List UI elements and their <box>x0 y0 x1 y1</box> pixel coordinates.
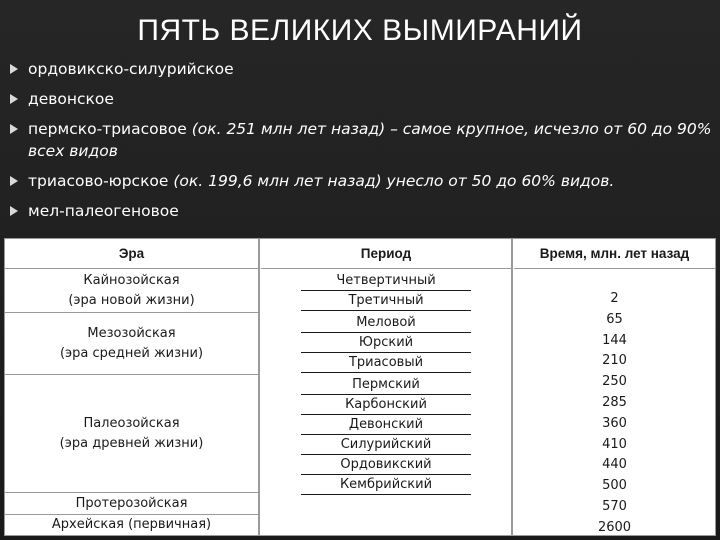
time-value: 210 <box>602 353 627 369</box>
era-cell <box>5 313 258 375</box>
period-cell: Ордовикский <box>261 455 511 475</box>
period-cell: Третичный <box>261 291 511 311</box>
extinction-list <box>6 58 714 230</box>
era-name: Протерозойская <box>75 495 188 511</box>
period-header: Период <box>261 239 511 269</box>
time-list <box>514 289 715 539</box>
period-cell: Силурийский <box>261 435 511 455</box>
time-header: Время, млн. лет назад <box>514 239 715 269</box>
time-value: 570 <box>602 498 627 514</box>
era-sub: (эра средней жизни) <box>59 345 204 361</box>
bullet-text: триасово-юрское <box>28 172 169 190</box>
time-value: 65 <box>606 311 623 327</box>
list-item <box>6 118 714 162</box>
era-name: Палеозойская <box>83 415 180 431</box>
time-value: 360 <box>602 415 627 431</box>
time-value: 285 <box>602 394 627 410</box>
bullet-arrow-icon <box>10 64 18 74</box>
period-cell: Кембрийский <box>261 475 511 495</box>
list-item <box>6 58 714 80</box>
bullet-text: пермско-триасовое <box>28 120 187 138</box>
time-column <box>514 239 715 535</box>
time-value: 144 <box>602 332 627 348</box>
era-sub: (эра новой жизни) <box>68 292 195 308</box>
time-value: 500 <box>602 478 627 494</box>
geologic-table <box>4 238 716 536</box>
bullet-arrow-icon <box>10 176 18 186</box>
list-item <box>6 200 714 222</box>
time-value: 410 <box>602 436 627 452</box>
bullet-arrow-icon <box>10 94 18 104</box>
period-cell: Девонский <box>261 415 511 435</box>
bullet-italic: (ок. 251 млн лет назад) – самое крупное, исчезло от 60 до 90% всех видов <box>28 120 712 160</box>
era-name: Архейская (первичная) <box>51 517 212 532</box>
time-value: 440 <box>602 457 627 473</box>
time-value: 250 <box>602 374 627 390</box>
era-header: Эра <box>5 239 258 269</box>
period-cell: Меловой <box>261 313 511 333</box>
period-cell: Триасовый <box>261 353 511 373</box>
bullet-text: девонское <box>28 90 114 108</box>
period-column <box>261 239 513 535</box>
bullet-arrow-icon <box>10 206 18 216</box>
era-column <box>5 239 260 535</box>
bullet-arrow-icon <box>10 124 18 134</box>
era-cell <box>5 515 258 535</box>
time-value: 2 <box>610 291 619 306</box>
bullet-italic: (ок. 199,6 млн лет назад) унесло от 50 до 60% видов. <box>168 172 615 190</box>
period-cell: Карбонский <box>261 395 511 415</box>
bullet-text: мел-палеогеновое <box>28 202 179 220</box>
time-value: 2600 <box>597 519 632 535</box>
era-cell <box>5 269 258 313</box>
list-item <box>6 170 714 192</box>
era-cell <box>5 493 258 515</box>
list-item <box>6 88 714 110</box>
period-cell: Пермский <box>261 375 511 395</box>
era-sub: (эра древней жизни) <box>59 435 204 451</box>
era-cell <box>5 375 258 493</box>
bullet-text: ордовикско-силурийское <box>28 60 234 78</box>
era-name: Мезозойская <box>87 325 176 341</box>
period-cell: Юрский <box>261 333 511 353</box>
era-name: Кайнозойская <box>83 272 180 288</box>
period-cell: Четвертичный <box>261 271 511 291</box>
slide-title: ПЯТЬ ВЕЛИКИХ ВЫМИРАНИЙ <box>137 14 583 47</box>
